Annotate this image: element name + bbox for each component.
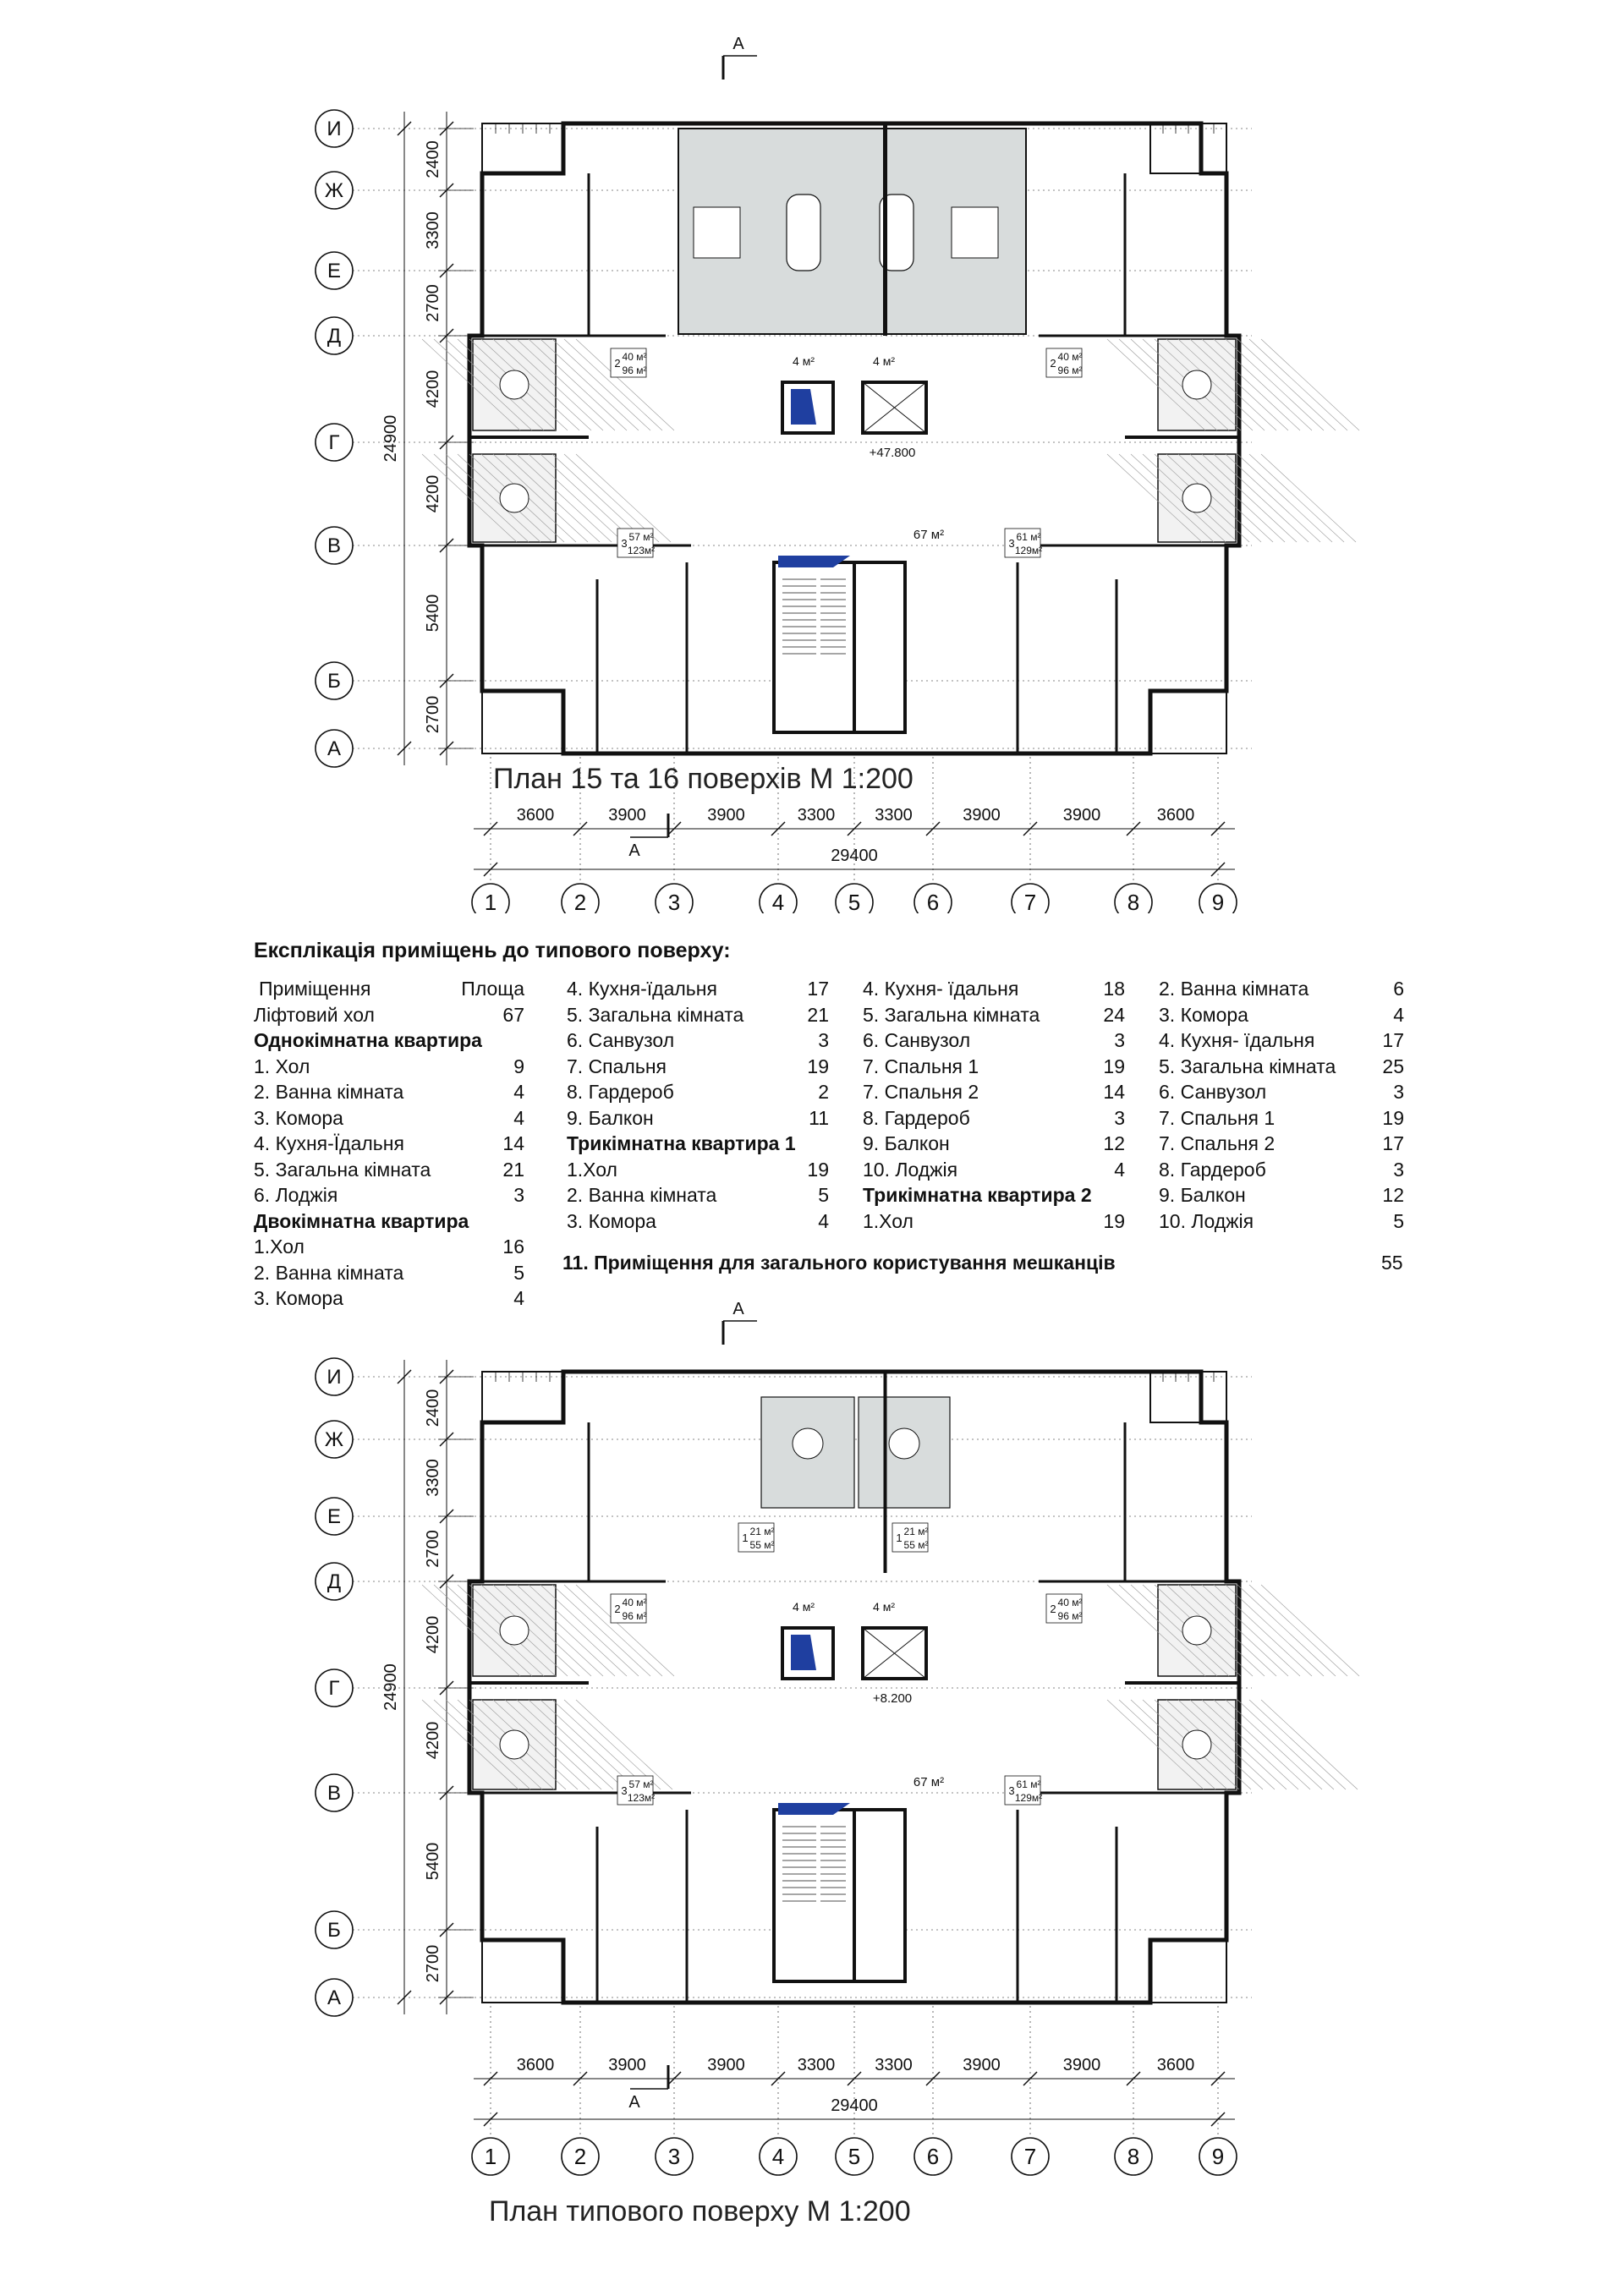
row-axis-label: Е bbox=[326, 260, 342, 282]
row-value: 18 bbox=[1103, 978, 1125, 1000]
apartment-tag-area: 21 м² bbox=[749, 1526, 775, 1537]
schedule-row bbox=[567, 978, 829, 1004]
row-axis-label: Ж bbox=[324, 1428, 344, 1451]
row-axis-label: И bbox=[326, 118, 342, 140]
row-label: 9. Балкон bbox=[1159, 1184, 1246, 1206]
schedule-row bbox=[567, 1132, 829, 1159]
plan-title-upper: План 15 та 16 поверхів М 1:200 bbox=[493, 763, 914, 795]
schedule-row bbox=[863, 1107, 1125, 1133]
row-label: 1.Хол bbox=[567, 1158, 617, 1181]
row-axis-label: Д bbox=[326, 1570, 342, 1593]
section-cut-label: А bbox=[732, 1302, 744, 1318]
schedule-row bbox=[254, 1081, 533, 1107]
hatch-line bbox=[1261, 1700, 1358, 1789]
loggia bbox=[1150, 1940, 1226, 2003]
dimension-label: 3600 bbox=[1156, 806, 1195, 825]
loggia bbox=[1150, 691, 1226, 753]
column-axis-label: 6 bbox=[926, 890, 940, 913]
row-value: 16 bbox=[502, 1236, 524, 1258]
dimension-label: 2700 bbox=[424, 695, 442, 734]
row-label: 6. Санвузол bbox=[863, 1029, 971, 1051]
row-value: 14 bbox=[502, 1132, 524, 1154]
lift-hall-area: 67 м² bbox=[913, 1775, 945, 1789]
loggia bbox=[482, 1940, 563, 2003]
header-room: Приміщення bbox=[259, 978, 371, 1000]
column-axis-label: 5 bbox=[848, 2144, 861, 2169]
schedule-row bbox=[1159, 1210, 1413, 1236]
loggia bbox=[482, 691, 563, 753]
schedule-row bbox=[863, 1210, 1125, 1236]
row-value: 17 bbox=[1382, 1132, 1404, 1154]
row-label: 1. Хол bbox=[254, 1055, 310, 1077]
apartment-tag-number: 3 bbox=[621, 1784, 628, 1797]
dining-table bbox=[1182, 370, 1211, 399]
dimension-label: 3900 bbox=[707, 806, 745, 825]
dimension-label: 4200 bbox=[424, 1615, 442, 1654]
shaft-area-label: 4 м² bbox=[873, 1600, 895, 1614]
dimension-label: 3900 bbox=[1062, 2056, 1101, 2074]
apartment-tag-area: 40 м² bbox=[622, 1597, 647, 1608]
dimension-label: 3300 bbox=[424, 211, 442, 249]
column-axis-label: 7 bbox=[1023, 2144, 1037, 2169]
apartment-tag-area: 40 м² bbox=[622, 351, 647, 363]
table-furniture bbox=[787, 195, 820, 271]
schedule-row bbox=[567, 1029, 829, 1055]
schedule-footer bbox=[562, 1252, 1403, 1274]
dimension-label: 3300 bbox=[797, 806, 836, 825]
column-axis-label: 1 bbox=[484, 2144, 497, 2169]
smoke-shaft bbox=[854, 1810, 905, 1981]
dimension-label: 4200 bbox=[424, 474, 442, 513]
row-axis-label: Г bbox=[328, 431, 340, 454]
apartment-tag-area: 57 м² bbox=[628, 531, 654, 543]
schedule-rows bbox=[863, 978, 1125, 1236]
schedule-row bbox=[254, 1184, 533, 1210]
row-label: 3. Комора bbox=[1159, 1003, 1248, 1026]
row-label: 5. Загальна кімната bbox=[1159, 1055, 1336, 1077]
row-axis-label: А bbox=[326, 1986, 342, 2009]
stairwell bbox=[774, 1810, 854, 1981]
apartment-tag-total: 96 м² bbox=[1057, 364, 1083, 376]
schedule-row bbox=[863, 978, 1125, 1004]
shaft-area-label: 4 м² bbox=[873, 354, 895, 368]
row-label: 6. Лоджія bbox=[254, 1184, 338, 1206]
schedule-row bbox=[567, 1081, 829, 1107]
row-label: 6. Санвузол bbox=[1159, 1081, 1267, 1103]
row-value: 4 bbox=[513, 1287, 524, 1309]
dining-table bbox=[500, 370, 529, 399]
hatch-line bbox=[1249, 1585, 1347, 1676]
row-label: 4. Кухня- їдальня bbox=[1159, 1029, 1315, 1051]
row-label: 8. Гардероб bbox=[1159, 1158, 1266, 1181]
sofa-furniture bbox=[694, 207, 740, 258]
schedule-rows bbox=[1159, 978, 1413, 1236]
column-axis-label: 1 bbox=[484, 890, 497, 913]
column-axis-label: 8 bbox=[1127, 2144, 1140, 2169]
apartment-tag-total: 55 м² bbox=[749, 1539, 775, 1551]
column-axis-label: 9 bbox=[1211, 2144, 1225, 2169]
dining-table bbox=[1182, 1616, 1211, 1645]
row-value: 17 bbox=[807, 978, 829, 1000]
column-axis-label: 8 bbox=[1127, 890, 1140, 913]
row-value: 25 bbox=[1382, 1055, 1404, 1077]
apartment-tag-number: 2 bbox=[614, 357, 621, 370]
schedule-row bbox=[254, 1159, 533, 1185]
schedule-rows bbox=[254, 1029, 533, 1313]
row-label: Ліфтовий хол bbox=[254, 1003, 375, 1026]
apartment-tag-total: 96 м² bbox=[622, 1610, 647, 1622]
row-value: 3 bbox=[513, 1184, 524, 1206]
row-axis-label: В bbox=[326, 534, 342, 557]
row-label: Двокімнатна квартира bbox=[254, 1209, 469, 1232]
row-label: 4. Кухня- їдальня bbox=[863, 978, 1019, 1000]
schedule-row bbox=[567, 1210, 829, 1236]
dimension-label: 3900 bbox=[963, 806, 1001, 825]
column-axis-label: 4 bbox=[771, 890, 785, 913]
row-label: 7. Спальня 1 bbox=[1159, 1106, 1276, 1129]
apartment-tag-total: 96 м² bbox=[622, 364, 647, 376]
row-axis-label: Д bbox=[326, 325, 342, 348]
apartment-tag-area: 40 м² bbox=[1057, 351, 1083, 363]
row-label: Однокімнатна квартира bbox=[254, 1029, 482, 1051]
row-label: 8. Гардероб bbox=[567, 1081, 674, 1103]
section-cut-label: А bbox=[628, 2093, 640, 2112]
row-axis-label: Е bbox=[326, 1505, 342, 1528]
schedule-row bbox=[567, 1107, 829, 1133]
dimension-label: 3900 bbox=[963, 2056, 1001, 2074]
row-label: 7. Спальня 2 bbox=[863, 1081, 979, 1103]
dimension-label: 3900 bbox=[608, 806, 646, 825]
apartment-tag-area: 61 м² bbox=[1016, 1778, 1041, 1790]
row-label: 4. Кухня-їдальня bbox=[567, 978, 717, 1000]
column-axis-label: 7 bbox=[1023, 890, 1037, 913]
stairwell bbox=[774, 562, 854, 732]
dimension-label: 5400 bbox=[424, 594, 442, 633]
row-value: 19 bbox=[1103, 1055, 1125, 1077]
dining-table bbox=[500, 1730, 529, 1759]
schedule-row bbox=[254, 1132, 533, 1159]
row-value: 3 bbox=[1114, 1106, 1125, 1129]
room-tags bbox=[611, 1523, 1082, 1805]
hatch-line bbox=[1237, 339, 1336, 430]
apartment-tag-number: 1 bbox=[896, 1532, 903, 1544]
row-label: 9. Балкон bbox=[863, 1132, 950, 1154]
apartment-tag-number: 3 bbox=[621, 537, 628, 550]
apartment-tag-number: 3 bbox=[1008, 537, 1015, 550]
row-label: 4. Кухня-Їдальня bbox=[254, 1132, 404, 1154]
building-outline bbox=[422, 123, 1359, 753]
dimension-label: 3300 bbox=[424, 1459, 442, 1497]
row-label: 5. Загальна кімната bbox=[254, 1158, 431, 1181]
schedule-row bbox=[1159, 978, 1413, 1004]
lift-hall-area: 67 м² bbox=[913, 528, 945, 542]
row-axis-label: Б bbox=[327, 1919, 341, 1942]
dimension-label: 3900 bbox=[608, 2056, 646, 2074]
row-value: 24 bbox=[1103, 1003, 1125, 1026]
row-label: 2. Ванна кімната bbox=[1159, 978, 1309, 1000]
apartment-tag-number: 3 bbox=[1008, 1784, 1015, 1797]
dimension-label: 2400 bbox=[424, 140, 442, 178]
dimension-label: 2700 bbox=[424, 1530, 442, 1568]
apartment-tag-total: 96 м² bbox=[1057, 1610, 1083, 1622]
schedule-row bbox=[254, 1107, 533, 1133]
row-value: 4 bbox=[513, 1106, 524, 1129]
level-mark: +8.200 bbox=[872, 1691, 913, 1706]
row-value: 19 bbox=[1382, 1106, 1404, 1129]
apartment-tag-number: 2 bbox=[1050, 357, 1056, 370]
dimension-label: 3600 bbox=[1156, 2056, 1195, 2074]
row-value: 5 bbox=[818, 1184, 829, 1206]
apartment-tag-total: 129м² bbox=[1014, 545, 1043, 556]
dimension-label: 3600 bbox=[516, 806, 555, 825]
schedule-row bbox=[567, 1004, 829, 1030]
schedule-row bbox=[1159, 1081, 1413, 1107]
schedule-row bbox=[254, 1210, 533, 1236]
row-value: 9 bbox=[513, 1055, 524, 1077]
row-axis-label: В bbox=[326, 1782, 342, 1805]
sofa-furniture bbox=[952, 207, 998, 258]
dimension-total: 24900 bbox=[381, 414, 400, 463]
schedule-heading: Експлікація приміщень до типового поверху: bbox=[254, 939, 731, 962]
row-axis-label: Ж bbox=[324, 179, 344, 202]
row-label: 3. Комора bbox=[567, 1209, 656, 1232]
schedule-row bbox=[863, 1004, 1125, 1030]
room-tags bbox=[611, 348, 1082, 557]
schedule-row bbox=[1159, 1107, 1413, 1133]
row-value: 17 bbox=[1382, 1029, 1404, 1051]
row-label: 5. Загальна кімната bbox=[567, 1003, 744, 1026]
section-cut-label: А bbox=[732, 35, 744, 53]
row-value: 21 bbox=[807, 1003, 829, 1026]
column-axis-label: 3 bbox=[667, 890, 681, 913]
row-value: 19 bbox=[807, 1158, 829, 1181]
schedule-rows bbox=[567, 978, 829, 1236]
hatch-line bbox=[1237, 1700, 1334, 1789]
row-value: 5 bbox=[513, 1261, 524, 1284]
plan-title-typical: План типового поверху М 1:200 bbox=[489, 2195, 911, 2228]
header-area: Площа bbox=[461, 978, 524, 1000]
row-axis-label: И bbox=[326, 1366, 342, 1389]
section-cut-label: А bbox=[628, 841, 640, 860]
row-label: 3. Комора bbox=[254, 1287, 343, 1309]
row-value: 2 bbox=[818, 1081, 829, 1103]
schedule-row bbox=[1159, 1029, 1413, 1055]
row-label: 5. Загальна кімната bbox=[863, 1003, 1040, 1026]
schedule-row bbox=[863, 1029, 1125, 1055]
hatch-line bbox=[1249, 339, 1347, 430]
dimension-label: 2700 bbox=[424, 284, 442, 322]
hatch-line bbox=[1237, 1585, 1336, 1676]
schedule-column-3 bbox=[863, 978, 1125, 1236]
apartment-tag-number: 1 bbox=[742, 1532, 749, 1544]
level-mark: +47.800 bbox=[869, 446, 916, 460]
hatch-line bbox=[1249, 454, 1344, 542]
schedule-row bbox=[254, 1262, 533, 1288]
schedule-row bbox=[1159, 1184, 1413, 1210]
dining-table bbox=[1182, 1730, 1211, 1759]
row-value: 3 bbox=[1114, 1029, 1125, 1051]
row-label: 8. Гардероб bbox=[863, 1106, 970, 1129]
schedule-column-2 bbox=[567, 978, 829, 1236]
hatch-line bbox=[1261, 1585, 1359, 1676]
dining-table bbox=[889, 1428, 919, 1459]
hatch-line bbox=[1261, 454, 1356, 542]
apartment-tag-number: 2 bbox=[1050, 1603, 1056, 1615]
row-label: 10. Лоджія bbox=[863, 1158, 958, 1181]
schedule-row bbox=[863, 1132, 1125, 1159]
hatch-line bbox=[1261, 339, 1359, 430]
shaft-area-label: 4 м² bbox=[793, 1600, 815, 1614]
apartment-tag-area: 21 м² bbox=[903, 1526, 929, 1537]
row-label: 7. Спальня bbox=[567, 1055, 667, 1077]
row-value: 3 bbox=[818, 1029, 829, 1051]
row-label: 9. Балкон bbox=[567, 1106, 654, 1129]
dimension-label: 4200 bbox=[424, 370, 442, 408]
dimension-label: 5400 bbox=[424, 1842, 442, 1881]
dimension-total: 29400 bbox=[831, 2096, 878, 2115]
row-axis-label: Г bbox=[328, 1677, 340, 1700]
dining-table bbox=[500, 1616, 529, 1645]
column-axis-label: 6 bbox=[926, 2144, 940, 2169]
apartment-tag-area: 57 м² bbox=[628, 1778, 654, 1790]
row-value: 3 bbox=[1393, 1081, 1404, 1103]
column-axis-label: 5 bbox=[848, 890, 861, 913]
column-axis-label: 9 bbox=[1211, 890, 1225, 913]
row-value: 6 bbox=[1393, 978, 1404, 1000]
floor-plan-typical bbox=[0, 1302, 1624, 2233]
row-value: 4 bbox=[513, 1081, 524, 1103]
schedule-row bbox=[1159, 1004, 1413, 1030]
shaft-area-label: 4 м² bbox=[793, 354, 815, 368]
schedule-header-row bbox=[254, 978, 533, 1004]
row-value: 4 bbox=[1114, 1158, 1125, 1181]
apartment-tag-total: 123м² bbox=[627, 1792, 656, 1804]
dining-table bbox=[1182, 484, 1211, 512]
dimension-label: 4200 bbox=[424, 1721, 442, 1760]
schedule-row bbox=[567, 1184, 829, 1210]
building-outline bbox=[422, 1372, 1359, 2003]
schedule-row bbox=[567, 1055, 829, 1082]
schedule-row-lift-hall bbox=[254, 1004, 533, 1030]
schedule-column-1 bbox=[254, 978, 533, 1313]
dimension-label: 3900 bbox=[707, 2056, 745, 2074]
dimension-label: 3300 bbox=[875, 2056, 913, 2074]
apartment-tag-total: 55 м² bbox=[903, 1539, 929, 1551]
schedule-row bbox=[254, 1055, 533, 1082]
smoke-shaft bbox=[854, 562, 905, 732]
apartment-tag-area: 40 м² bbox=[1057, 1597, 1083, 1608]
row-value: 4 bbox=[818, 1209, 829, 1232]
row-label: Трикімнатна квартира 1 bbox=[567, 1132, 796, 1154]
row-value: 12 bbox=[1103, 1132, 1125, 1154]
column-axis-label: 2 bbox=[573, 2144, 587, 2169]
schedule-row bbox=[1159, 1132, 1413, 1159]
schedule-row bbox=[863, 1184, 1125, 1210]
hatch-line bbox=[1237, 454, 1332, 542]
schedule-row bbox=[1159, 1159, 1413, 1185]
schedule-row bbox=[254, 1236, 533, 1262]
hatch-line bbox=[1249, 1700, 1346, 1789]
row-label: 10. Лоджія bbox=[1159, 1209, 1254, 1232]
dining-table bbox=[500, 484, 529, 512]
row-axis-label: А bbox=[326, 737, 342, 760]
row-label: 6. Санвузол bbox=[567, 1029, 675, 1051]
dimension-total: 24900 bbox=[381, 1663, 400, 1711]
room-schedule bbox=[254, 939, 1438, 1311]
dimension-label: 3900 bbox=[1062, 806, 1101, 825]
row-label: 2. Ванна кімната bbox=[567, 1184, 717, 1206]
row-value: 4 bbox=[1393, 1003, 1404, 1026]
row-label: 2. Ванна кімната bbox=[254, 1261, 404, 1284]
footer-value: 55 bbox=[1381, 1252, 1403, 1274]
row-value: 19 bbox=[1103, 1209, 1125, 1232]
apartment-tag-area: 61 м² bbox=[1016, 531, 1041, 543]
row-label: 7. Спальня 2 bbox=[1159, 1132, 1276, 1154]
dimension-label: 3300 bbox=[797, 2056, 836, 2074]
row-value: 14 bbox=[1103, 1081, 1125, 1103]
dimension-label: 3300 bbox=[875, 806, 913, 825]
schedule-row bbox=[863, 1081, 1125, 1107]
column-axis-label: 2 bbox=[573, 890, 587, 913]
row-value: 12 bbox=[1382, 1184, 1404, 1206]
row-axis-label: Б bbox=[327, 670, 341, 693]
row-label: 1.Хол bbox=[863, 1209, 914, 1232]
row-value: 67 bbox=[502, 1003, 524, 1026]
row-value: 21 bbox=[502, 1158, 524, 1181]
apartment-tag-total: 123м² bbox=[627, 545, 656, 556]
dining-table bbox=[793, 1428, 823, 1459]
dimension-label: 2700 bbox=[424, 1944, 442, 1983]
row-label: Трикімнатна квартира 2 bbox=[863, 1184, 1092, 1206]
row-value: 19 bbox=[807, 1055, 829, 1077]
row-label: 3. Комора bbox=[254, 1106, 343, 1129]
dimension-label: 3600 bbox=[516, 2056, 555, 2074]
schedule-row bbox=[254, 1029, 533, 1055]
apartment-tag-total: 129м² bbox=[1014, 1792, 1043, 1804]
row-label: 2. Ванна кімната bbox=[254, 1081, 404, 1103]
schedule-row bbox=[567, 1159, 829, 1185]
schedule-row bbox=[1159, 1055, 1413, 1082]
schedule-column-4 bbox=[1159, 978, 1413, 1236]
apartment-tag-number: 2 bbox=[614, 1603, 621, 1615]
row-label: 7. Спальня 1 bbox=[863, 1055, 979, 1077]
row-value: 11 bbox=[809, 1106, 829, 1129]
schedule-row bbox=[863, 1159, 1125, 1185]
schedule-row bbox=[863, 1055, 1125, 1082]
dimension-total: 29400 bbox=[831, 847, 878, 865]
dimension-label: 2400 bbox=[424, 1389, 442, 1427]
row-label: 1.Хол bbox=[254, 1236, 304, 1258]
column-axis-label: 3 bbox=[667, 2144, 681, 2169]
row-value: 5 bbox=[1393, 1209, 1404, 1232]
column-axis-label: 4 bbox=[771, 2144, 785, 2169]
row-value: 3 bbox=[1393, 1158, 1404, 1181]
footer-label: 11. Приміщення для загального користування мешканців bbox=[562, 1252, 1116, 1274]
